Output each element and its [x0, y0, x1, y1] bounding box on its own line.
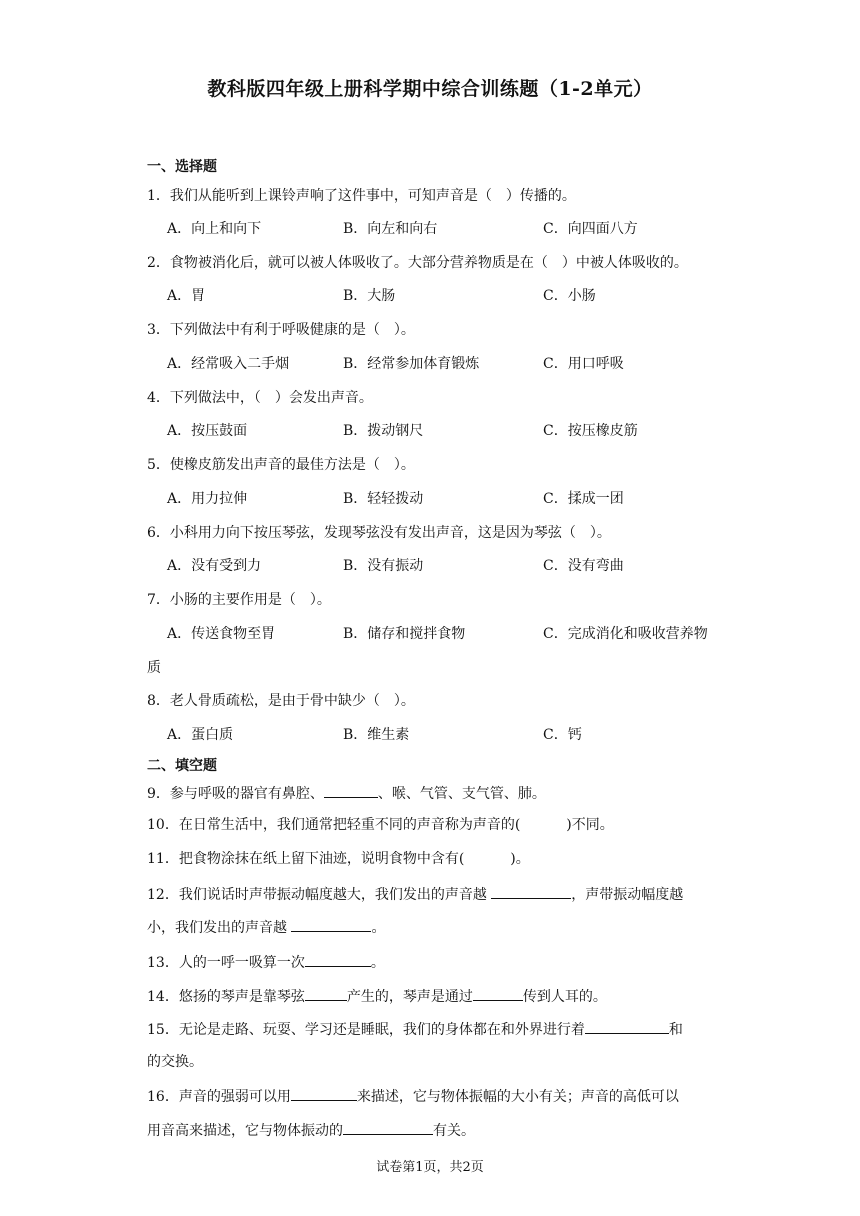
question-text: 、喉、气管、支气管、肺。: [377, 786, 546, 802]
question-text: 。: [371, 920, 386, 936]
question-text: 10．在日常生活中，我们通常把轻重不同的声音称为声音的(: [147, 817, 521, 833]
question-11: [147, 849, 530, 869]
option-b: B．向左和向右: [343, 221, 438, 237]
answer-blank[interactable]: [305, 986, 347, 1001]
option-c: C．完成消化和吸收营养物: [543, 626, 708, 642]
question-16-continuation: [147, 1120, 475, 1141]
question-3: 3．下列做法中有利于呼吸健康的是（ ）。: [147, 322, 415, 338]
question-text: )。: [510, 851, 530, 867]
question-text: 有关。: [433, 1123, 475, 1139]
question-text: 产生的，琴声是通过: [346, 989, 473, 1005]
option-a: A．经常吸入二手烟: [167, 356, 290, 372]
option-b: B．经常参加体育锻炼: [343, 356, 480, 372]
question-text: 传到人耳的。: [522, 989, 607, 1005]
question-13: [147, 952, 385, 973]
question-6: 6．小科用力向下按压琴弦，发现琴弦没有发出声音，这是因为琴弦（ ）。: [147, 525, 611, 541]
question-text: 15．无论是走路、玩耍、学习还是睡眠，我们的身体都在和外界进行着: [147, 1022, 585, 1038]
option-b: B．维生素: [343, 727, 410, 743]
answer-blank[interactable]: [473, 986, 523, 1001]
option-c: C．小肠: [543, 288, 596, 304]
question-1: 1．我们从能听到上课铃声响了这件事中，可知声音是（ ）传播的。: [147, 188, 576, 204]
question-14: [147, 986, 607, 1007]
option-a: A．蛋白质: [167, 727, 234, 743]
question-text: 11．把食物涂抹在纸上留下油迹，说明食物中含有(: [147, 851, 465, 867]
option-c-continuation: 质: [147, 660, 161, 676]
option-a: A．胃: [167, 288, 206, 304]
answer-blank[interactable]: [343, 1120, 433, 1135]
question-text: 16．声音的强弱可以用: [147, 1089, 291, 1105]
question-text: 用音高来描述，它与物体振动的: [147, 1123, 343, 1139]
answer-blank[interactable]: [585, 1019, 669, 1034]
question-text: 14．悠扬的琴声是靠琴弦: [147, 989, 305, 1005]
option-c: C．钙: [543, 727, 582, 743]
option-a: A．没有受到力: [167, 558, 262, 574]
question-15: [147, 1019, 683, 1040]
option-b: B．拨动钢尺: [343, 423, 424, 439]
question-16: [147, 1086, 679, 1107]
answer-blank[interactable]: [291, 917, 371, 932]
option-c: C．没有弯曲: [543, 558, 624, 574]
question-text: )不同。: [566, 817, 614, 833]
answer-blank[interactable]: [491, 884, 571, 899]
question-12: [147, 884, 683, 905]
answer-blank[interactable]: [305, 952, 371, 967]
page-footer: 试卷第1页，共2页: [376, 1160, 484, 1175]
option-a: A．传送食物至胃: [167, 626, 276, 642]
option-b: B．没有振动: [343, 558, 424, 574]
option-c: C．向四面八方: [543, 221, 638, 237]
option-c: C．揉成一团: [543, 491, 624, 507]
question-12-continuation: [147, 917, 385, 938]
question-2: 2．食物被消化后，就可以被人体吸收了。大部分营养物质是在（ ）中被人体吸收的。: [147, 255, 688, 271]
question-text: 来描述，它与物体振幅的大小有关；声音的高低可以: [356, 1089, 679, 1105]
question-text: 12．我们说话时声带振动幅度越大，我们发出的声音越: [147, 887, 492, 903]
question-9: [147, 783, 546, 804]
question-15-continuation: 的交换。: [147, 1054, 203, 1070]
question-text: 13．人的一呼一吸算一次: [147, 955, 305, 971]
question-5: 5．使橡皮筋发出声音的最佳方法是（ ）。: [147, 457, 415, 473]
option-b: B．轻轻拨动: [343, 491, 424, 507]
question-text: 9．参与呼吸的器官有鼻腔、: [147, 786, 324, 802]
question-10: [147, 815, 614, 835]
question-text: ，声带振动幅度越: [571, 887, 684, 903]
answer-blank[interactable]: [291, 1086, 357, 1101]
option-a: A．用力拉伸: [167, 491, 248, 507]
option-a: A．按压鼓面: [167, 423, 248, 439]
option-b: B．大肠: [343, 288, 396, 304]
option-c: C．用口呼吸: [543, 356, 624, 372]
question-8: 8．老人骨质疏松，是由于骨中缺少（ ）。: [147, 693, 415, 709]
section-heading-choice: 一、选择题: [147, 159, 217, 175]
question-text: 小，我们发出的声音越: [147, 920, 292, 936]
question-text: 。: [370, 955, 385, 971]
section-heading-fill: 二、填空题: [147, 758, 217, 774]
answer-blank[interactable]: [324, 783, 378, 798]
option-b: B．储存和搅拌食物: [343, 626, 466, 642]
page-title: 教科版四年级上册科学期中综合训练题（1-2单元）: [207, 78, 653, 100]
option-c: C．按压橡皮筋: [543, 423, 638, 439]
option-a: A．向上和向下: [167, 221, 262, 237]
question-7: 7．小肠的主要作用是（ ）。: [147, 592, 331, 608]
question-4: 4．下列做法中，（ ）会发出声音。: [147, 390, 373, 406]
question-text: 和: [668, 1022, 683, 1038]
